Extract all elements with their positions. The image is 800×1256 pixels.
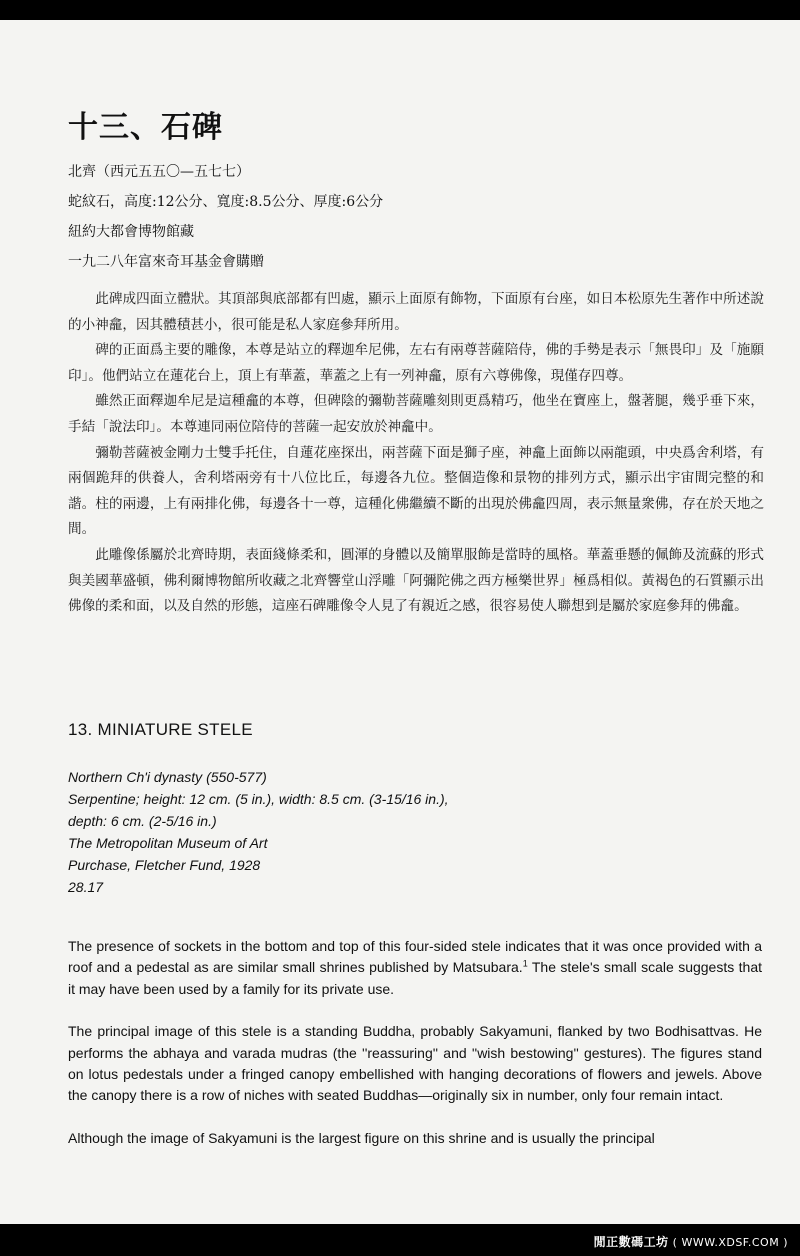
chinese-paragraph: 此碑成四面立體狀。其頂部與底部都有凹處，顯示上面原有飾物，下面原有台座，如日本松原先生著作中所述說的小神龕，因其體積甚小，很可能是私人家庭參拜所用。	[68, 291, 764, 333]
chinese-meta-dimensions: 蛇紋石，高度:12公分、寬度:8.5公分、厚度:6公分	[68, 194, 384, 210]
english-paragraph-text: The presence of sockets in the bottom and top of this four-sided stele indicates that it was once provided with a roof and a pedestal as are similar small shrines published by Matsubara.	[68, 938, 762, 976]
english-metadata	[68, 766, 449, 898]
english-paragraph-text: The stele's small scale suggests that it may have been used by a family for its private use.	[68, 959, 762, 997]
watermark-name: 閒正數碼工坊	[593, 1235, 669, 1249]
chinese-meta-acquisition: 一九二八年富來奇耳基金會購贈	[68, 254, 264, 270]
chinese-paragraph: 雖然正面釋迦牟尼是這種龕的本尊，但碑陰的彌勒菩薩雕刻則更爲精巧，他坐在寶座上，盤著腿，幾乎垂下來，手結「說法印」。本尊連同兩位陪侍的菩薩一起安放於神龕中。	[68, 393, 764, 435]
english-meta-collection: The Metropolitan Museum of Art	[68, 835, 268, 851]
chinese-paragraph: 碑的正面爲主要的雕像，本尊是站立的釋迦牟尼佛，左右有兩尊菩薩陪侍，佛的手勢是表示「無畏印」及「施願印」。他們站立在蓮花台上，頂上有華蓋，華蓋之上有一列神龕，原有六尊佛像，現僅存四尊。	[68, 342, 764, 384]
chinese-paragraph: 彌勒菩薩被金剛力士雙手托住，自蓮花座探出，兩菩薩下面是獅子座，神龕上面飾以兩龍頭，中央爲舍利塔，有兩個跪拜的供養人，舍利塔兩旁有十八位比丘，每邊各九位。整個造像和景物的排列方式，顯示出宇宙間完整的和諧。柱的兩邊，上有兩排化佛，每邊各十一尊，這種化佛繼續不斷的出現於佛龕四周，表示無量衆佛，存在於天地之間。	[68, 444, 764, 538]
chinese-meta-collection: 紐約大都會博物館藏	[68, 224, 194, 240]
english-title: 13. MINIATURE STELE	[68, 720, 253, 739]
chinese-paragraph: 此雕像係屬於北齊時期，表面綫條柔和，圓渾的身體以及簡單服飾是當時的風格。華蓋垂懸的佩飾及流蘇的形式與美國華盛頓，佛利爾博物館所收藏之北齊響堂山浮雕「阿彌陀佛之西方極樂世界」極爲相似。黃褐色的石質顯示出佛像的柔和面，以及自然的形態，這座石碑雕像令人見了有親近之感，很容易使人聯想到是屬於家庭參拜的佛龕。	[68, 546, 764, 615]
english-paragraph: The principal image of this stele is a standing Buddha, probably Sakyamuni, flanked by two Bodhisattvas. He performs the abhaya and varada mudras (the ''reassuring'' and ''wish bestowing'' gestures). The figures stand on lotus pedestals under a fringed canopy embellished with hanging decorations of flowers and jewels. Above the canopy there is a row of niches with seated Buddhas—originally six in number, only four remain intact.	[68, 1023, 762, 1104]
english-body	[68, 936, 762, 1170]
english-meta-acquisition: Purchase, Fletcher Fund, 1928	[68, 857, 261, 873]
footnote-marker: 1	[522, 958, 528, 969]
english-paragraph	[68, 936, 762, 1000]
watermark	[594, 1233, 788, 1250]
english-meta-dimensions: Serpentine; height: 12 cm. (5 in.), width: 8.5 cm. (3-15/16 in.),	[68, 791, 449, 807]
chinese-body	[68, 287, 764, 620]
chinese-meta-dynasty: 北齊（西元五五〇—五七七）	[68, 164, 250, 180]
english-paragraph: Although the image of Sakyamuni is the largest figure on this shrine and is usually the principal	[68, 1129, 655, 1146]
chinese-metadata	[68, 157, 383, 277]
document-page	[0, 20, 800, 1224]
english-meta-accession-number: 28.17	[68, 879, 104, 895]
chinese-title: 十三、石碑	[68, 110, 223, 145]
english-meta-dynasty: Northern Ch'i dynasty (550-577)	[68, 769, 267, 785]
watermark-url: ( WWW.XDSF.COM )	[672, 1236, 788, 1249]
english-meta-depth: depth: 6 cm. (2-5/16 in.)	[68, 813, 217, 829]
